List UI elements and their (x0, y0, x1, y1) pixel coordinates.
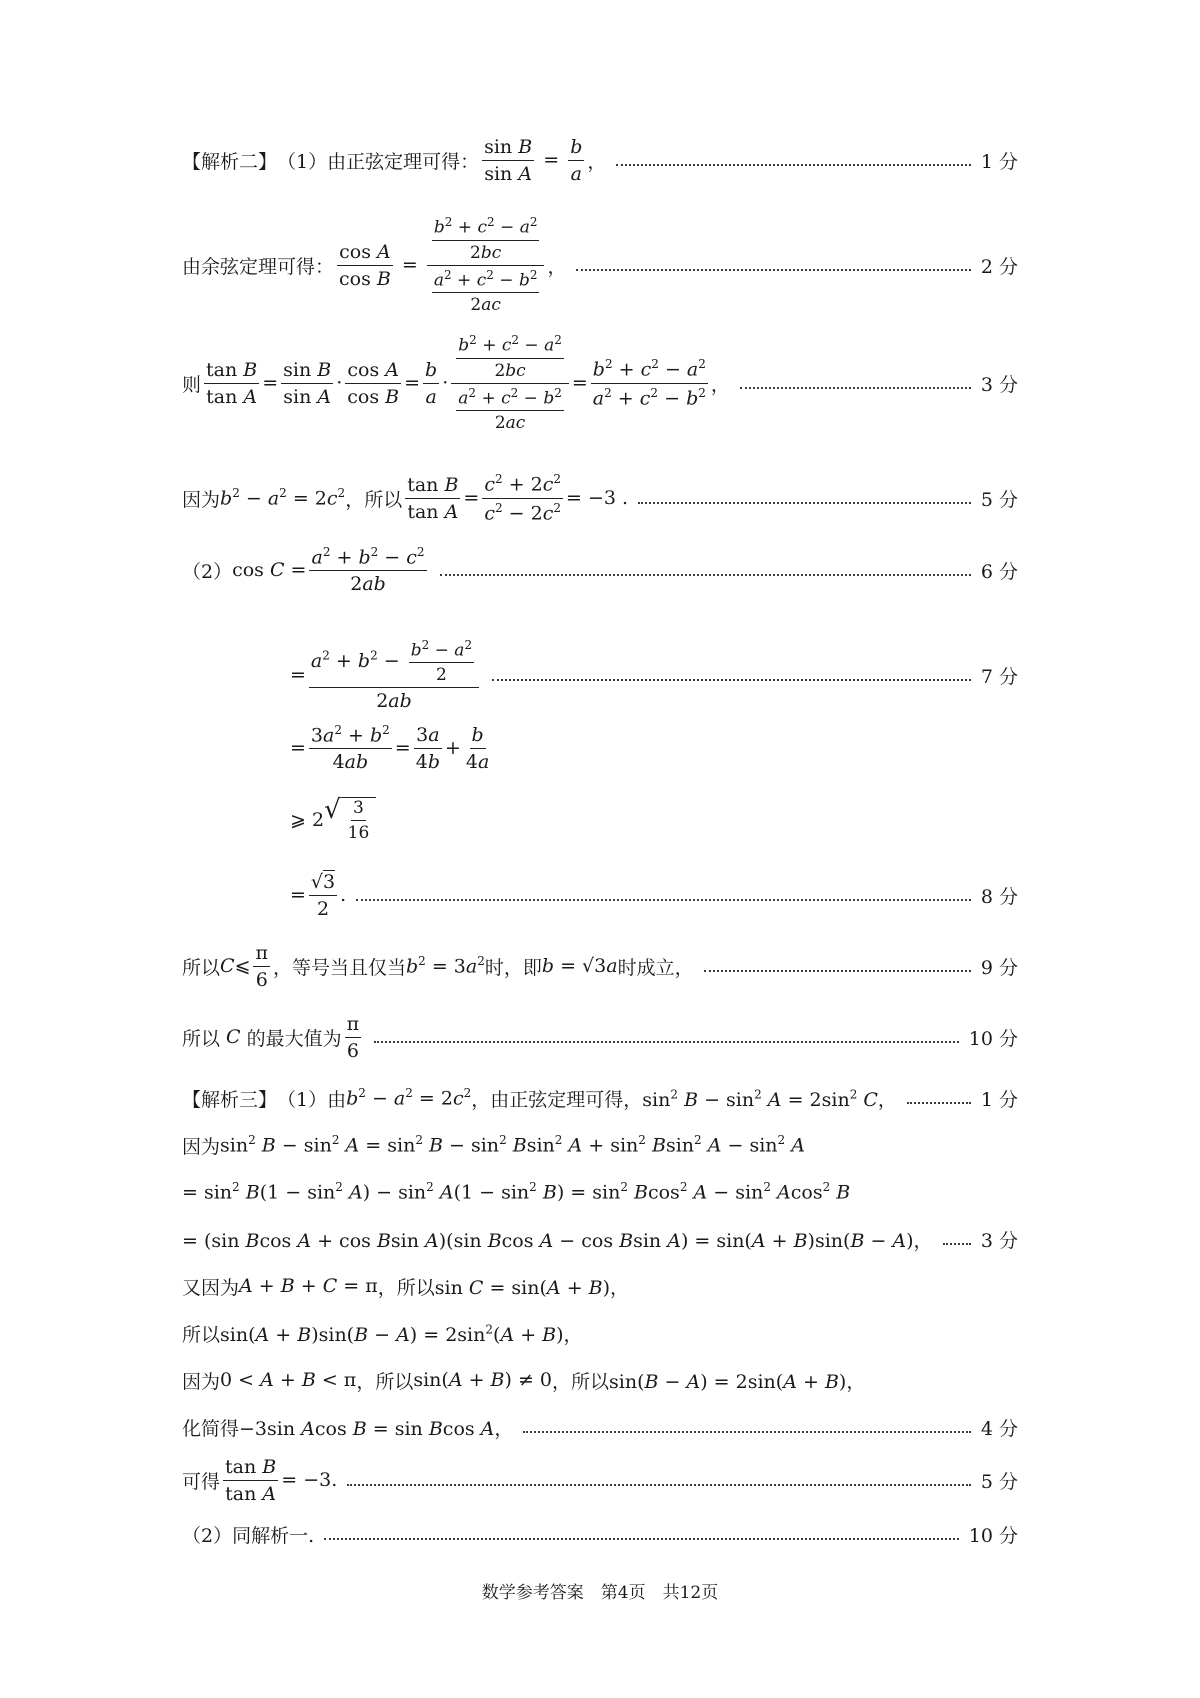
m3-line-10 (182, 1514, 1018, 1554)
m3-l7-c: ，所以 (552, 1370, 610, 1393)
m3-line-9: 可得 $\frac{\text{tan B}}{\text{tan A}}$ = −3. 5 分 (182, 1455, 1018, 1505)
formula-c-ratio: $\frac{c^2 + 2c^2}{c^2 - 2c^2}$ (484, 472, 562, 524)
score: 1 分 (980, 150, 1018, 173)
m2-line-4: 因为 $b^2 - a^2 = 2c^2$ ，所以 $\frac{\text{tan B}}{\text{tan A}}$ = $\frac{c^2 + 2c^2}{c^2 - 2c^2}$ = −3 . 5 分 (182, 472, 1018, 524)
sqrt-3-over-16: √ $\frac{3}{16}$ (324, 797, 376, 843)
m3-line-5: 又因为 A + B + C = π ，所以 sin C = sin(A + B)， (182, 1266, 1018, 1306)
m2-l10-d: 时成立， (617, 956, 694, 979)
formula-cosC-subst: $a^2 + b^2$ − $\frac{b^2 - a^2}{2}$ 2ab (309, 638, 479, 713)
m3-line-4: = (sin Bcos A + cos Bsin A)(sin Bcos A − cos Bsin A) = sin(A + B)sin(B − A)， 3 分 (182, 1219, 1018, 1259)
leader-dots (324, 1538, 959, 1540)
leader-dots (576, 269, 970, 271)
formula-simplified-ratio: $\frac{b^2 + c^2 - a^2}{a^2 + c^2 - b^2}$ (592, 357, 706, 409)
formula-tanB-over-tanA-3: $\frac{\text{tan B}}{\text{tan A}}$ (225, 1455, 277, 1505)
formula-cosC: $\frac{a^2 + b^2 - c^2}{2ab}$ (311, 544, 425, 596)
leader-dots (704, 970, 971, 972)
m2-l10-a: 所以 (182, 956, 221, 979)
formula-cosA-over-cosB-2: $\frac{\text{cos A}}{\text{cos B}}$ (347, 358, 400, 408)
score: 7 分 (980, 665, 1018, 688)
leader-dots (440, 574, 971, 576)
m2-line-7: = $\frac{3a^2 + b^2}{4ab}$ = $\frac{3a}{4b}$ + $\frac{b}{4a}$ (290, 722, 490, 774)
method2-tag: 【解析二】 (182, 150, 278, 173)
m2-l3-label: 则 (182, 373, 202, 396)
leader-dots (523, 1431, 970, 1433)
m2-l4-end: = −3 . (566, 487, 629, 509)
formula-b-over-a: $\frac{b}{a}$ (570, 135, 583, 185)
leader-dots (740, 387, 971, 389)
formula-tanB-over-tanA-2: $\frac{\text{tan B}}{\text{tan A}}$ (407, 473, 459, 523)
m3-line-3: = $\sin^2 B(1 - \sin^2 A) - \sin^2 A(1 - \sin^2 B) = \sin^2 Bcos^2$ $A - \sin^2 Acos^2$ B (182, 1180, 851, 1204)
formula-pi-over-6: $\frac{\pi}{6}$ (255, 941, 268, 991)
score: 5 分 (980, 1470, 1018, 1493)
m2-l4-label-b: ，所以 (345, 488, 403, 511)
page-footer: 数学参考答案 第4页 共12页 (481, 1583, 719, 1603)
m3-l10-a: （2）同解析一. (182, 1524, 315, 1547)
leader-dots (943, 1243, 971, 1245)
m3-l6-a: 所以 (182, 1323, 221, 1346)
formula-pi-over-6-2: $\frac{\pi}{6}$ (346, 1012, 360, 1062)
formula-cosA-over-cosB: $\frac{\text{cos A}}{\text{cos B}}$ (339, 240, 391, 290)
m2-l11-a: 所以 (182, 1027, 221, 1050)
method3-tag: 【解析三】 (182, 1088, 278, 1111)
score: 6 分 (980, 560, 1018, 583)
score: 1 分 (980, 1088, 1018, 1111)
m2-line-3: 则 $\frac{\text{tan B}}{\text{tan A}}$ = $\frac{\text{sin B}}{\text{sin A}}$ · $\frac{\text{cos A}}{\text{cos B}}$ = $\frac{b}{a}$ · $\frac{\frac{b^2 + c^2 - a^2}{2bc}}{\frac{a^2 + c^2 - b^2}{2ac}}$ = $\frac{b^2 + c^2 - a^2}{a^2 + c^2 - b^2}$ ， 3 分 (182, 332, 1018, 434)
m2-l2-label: 由余弦定理可得： (182, 255, 335, 278)
leader-dots (492, 679, 971, 681)
m3-l5-b: ，所以 (377, 1276, 435, 1299)
m2-line-11: 所以 C 的最大值为 $\frac{\pi}{6}$ 10 分 (182, 1012, 1018, 1062)
m3-line-1: 【解析三】 （1）由 $b^2 - a^2 = 2c^2$ ，由正弦定理可得， $\sin^2 B - \sin^2 A = 2\sin^2$ C， 1 分 (182, 1086, 1018, 1111)
m2-line-2: 由余弦定理可得： $\frac{\text{cos A}}{\text{cos B}}$ = $\frac{\frac{b^2 + c^2 - a^2}{2bc}}{\frac{a^2 + c^2 - b^2}{2ac}}$ ， 2 分 (182, 214, 1018, 316)
formula-sinB-over-sinA: $\frac{\text{sin B}}{\text{sin A}}$ (484, 135, 533, 185)
leader-dots (374, 1041, 959, 1043)
score: 8 分 (980, 885, 1018, 908)
leader-dots (356, 899, 971, 901)
formula-sinB-over-sinA-2: $\frac{\text{sin B}}{\text{sin A}}$ (283, 358, 332, 408)
m2-l11-b: 的最大值为 (246, 1027, 342, 1050)
score: 4 分 (980, 1417, 1018, 1440)
formula-cosine-ratio: $\frac{\frac{b^2 + c^2 - a^2}{2bc}}{\frac{a^2 + c^2 - b^2}{2ac}}$ (427, 215, 545, 315)
score: 9 分 (980, 956, 1018, 979)
m2-line-9: = $\frac{√3}{2}$ . 8 分 (290, 870, 1018, 920)
leader-dots (616, 164, 970, 166)
score: 3 分 (980, 373, 1018, 396)
m3-l8-a: 化简得 (182, 1417, 240, 1440)
m2-line-6: = $a^2 + b^2$ − $\frac{b^2 - a^2}{2}$ 2ab 7 分 (290, 637, 1018, 713)
score: 5 分 (980, 488, 1018, 511)
leader-dots (638, 502, 971, 504)
m3-l1-a: （1）由 (277, 1088, 347, 1111)
m2-line-8: ⩾ 2 √ $\frac{3}{16}$ (290, 800, 1018, 840)
m3-l7-a: 因为 (182, 1370, 221, 1393)
m2-part1-label: （1）由正弦定理可得： (277, 150, 480, 173)
m3-line-2: 因为 $\sin^2 B - \sin^2 A = \sin^2 B - \sin^2 Bsin^2$ $A + \sin^2 Bsin^2$ $A - \sin^2 A$ (182, 1133, 805, 1158)
m2-line-5: （2） cos C = $\frac{a^2 + b^2 - c^2}{2ab}$ 6 分 (182, 544, 1018, 596)
leader-dots (907, 1102, 971, 1104)
score: 3 分 (980, 1229, 1018, 1252)
m3-l7-b: ，所以 (356, 1370, 414, 1393)
m3-line-7: 因为 0 < A + B < π ，所以 sin(A + B) ≠ 0 ，所以 sin(B − A) = 2sin(A + B)， (182, 1360, 1018, 1400)
m3-l9-a: 可得 (182, 1470, 221, 1493)
m3-l1-b: ，由正弦定理可得， (471, 1088, 643, 1111)
m3-l2-a: 因为 (182, 1135, 221, 1158)
score: 10 分 (968, 1524, 1018, 1547)
score: 10 分 (968, 1027, 1018, 1050)
m3-l5-a: 又因为 (182, 1276, 240, 1299)
m2-line-10: 所以 C ⩽ $\frac{\pi}{6}$ ，等号当且仅当 $b^2 = 3a^2$ 时，即 b = √3a 时成立， 9 分 (182, 941, 1018, 991)
formula-cosC-simpl: $\frac{3a^2 + b^2}{4ab}$ (310, 722, 390, 774)
formula-tanB-over-tanA: $\frac{\text{tan B}}{\text{tan A}}$ (206, 358, 258, 408)
formula-3a-over-4b: $\frac{3a}{4b}$ (415, 723, 440, 773)
m2-l10-c: 时，即 (484, 956, 542, 979)
formula-b-over-4a: $\frac{b}{4a}$ (465, 723, 490, 773)
m3-line-6: 所以 $\sin(A + B)\sin(B - A) = 2\sin^2(A + B)$， (182, 1313, 1018, 1353)
formula-b-over-a-2: $\frac{b}{a}$ (425, 358, 438, 408)
leader-dots (347, 1484, 971, 1486)
m2-l10-b: ，等号当且仅当 (272, 956, 406, 979)
m2-l4-label-a: 因为 (182, 488, 221, 511)
m2-line-1: 【解析二】 （1）由正弦定理可得： $\frac{\text{sin B}}{\text{sin A}}$ = $\frac{b}{a}$ ， 1 分 (182, 135, 1018, 185)
m3-line-8: 化简得 −3sin Acos B = sin Bcos A， 4 分 (182, 1407, 1018, 1447)
m2-p2-label: （2） (182, 560, 233, 583)
formula-sqrt3-over-2: $\frac{√3}{2}$ (310, 870, 336, 920)
score: 2 分 (980, 255, 1018, 278)
formula-cosine-ratio-2: $\frac{\frac{b^2 + c^2 - a^2}{2bc}}{\frac{a^2 + c^2 - b^2}{2ac}}$ (451, 333, 569, 433)
